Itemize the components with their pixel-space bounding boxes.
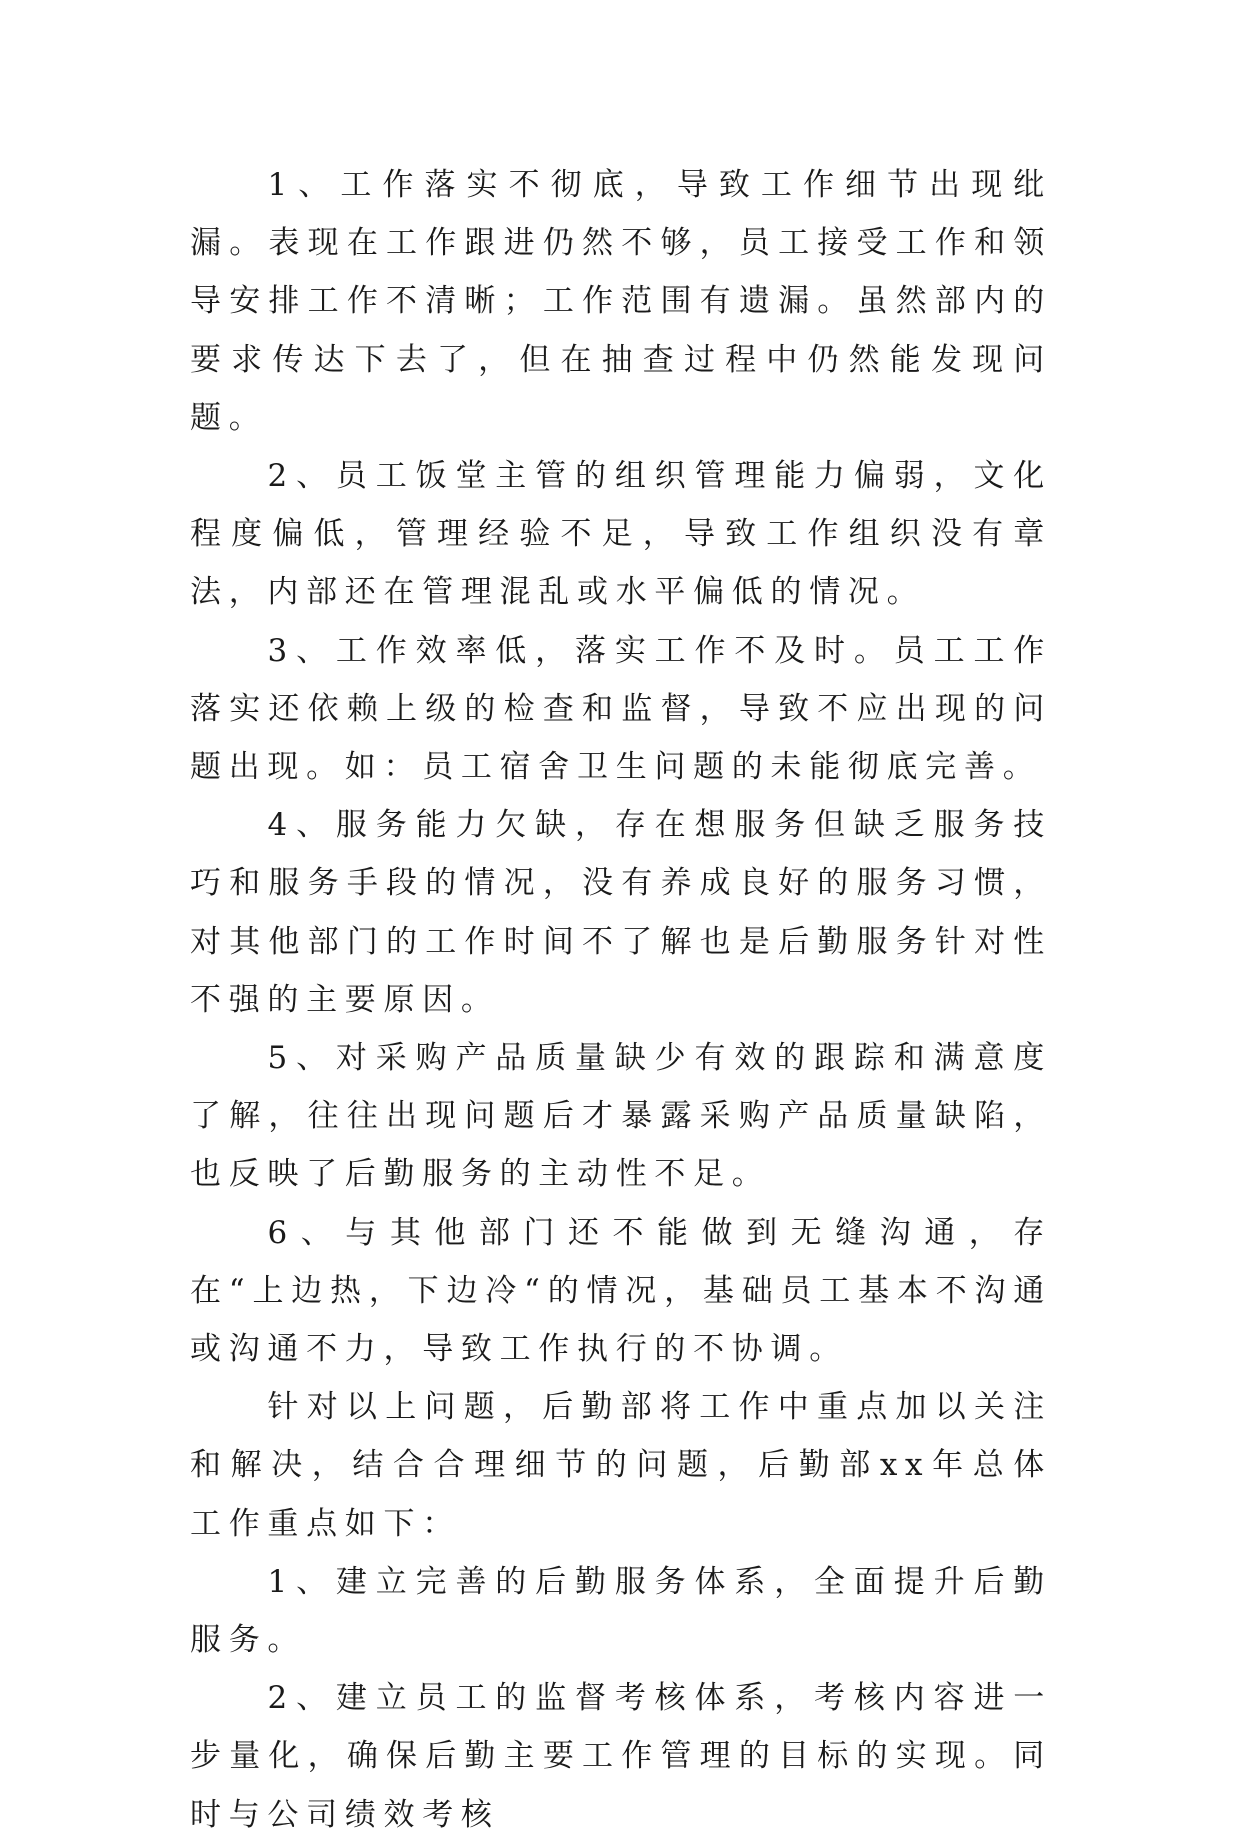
paragraph-problem-6: 6、与其他部门还不能做到无缝沟通，存在“上边热，下边冷“的情况，基础员工基本不沟通或沟通不力，导致工作执行的不协调。 — [190, 1214, 1052, 1368]
paragraph-problem-3: 3、工作效率低，落实工作不及时。员工工作落实还依赖上级的检查和监督，导致不应出现的问题出现。如：员工宿舍卫生问题的未能彻底完善。 — [190, 632, 1052, 786]
paragraph-problem-2: 2、员工饭堂主管的组织管理能力偏弱，文化程度偏低，管理经验不足，导致工作组织没有章法，内部还在管理混乱或水平偏低的情况。 — [190, 458, 1052, 611]
document-body — [190, 156, 1052, 1844]
paragraph-problem-4: 4、服务能力欠缺，存在想服务但缺乏服务技巧和服务手段的情况，没有养成良好的服务习惯，对其他部门的工作时间不了解也是后勤服务针对性不强的主要原因。 — [190, 807, 1052, 1018]
paragraph-summary: 针对以上问题，后勤部将工作中重点加以关注和解决，结合合理细节的问题，后勤部xx年总体工作重点如下： — [190, 1389, 1052, 1542]
paragraph-problem-1: 1、工作落实不彻底，导致工作细节出现纰漏。表现在工作跟进仍然不够，员工接受工作和领导安排工作不清晰；工作范围有遗漏。虽然部内的要求传达下去了，但在抽查过程中仍然能发现问题。 — [190, 167, 1052, 436]
paragraph-problem-5: 5、对采购产品质量缺少有效的跟踪和满意度了解，往往出现问题后才暴露采购产品质量缺陷，也反映了后勤服务的主动性不足。 — [190, 1040, 1052, 1193]
paragraph-focus-2: 2、建立员工的监督考核体系，考核内容进一步量化，确保后勤主要工作管理的目标的实现。同时与公司绩效考核 — [190, 1680, 1052, 1833]
paragraph-focus-1: 1、建立完善的后勤服务体系，全面提升后勤服务。 — [190, 1563, 1052, 1659]
